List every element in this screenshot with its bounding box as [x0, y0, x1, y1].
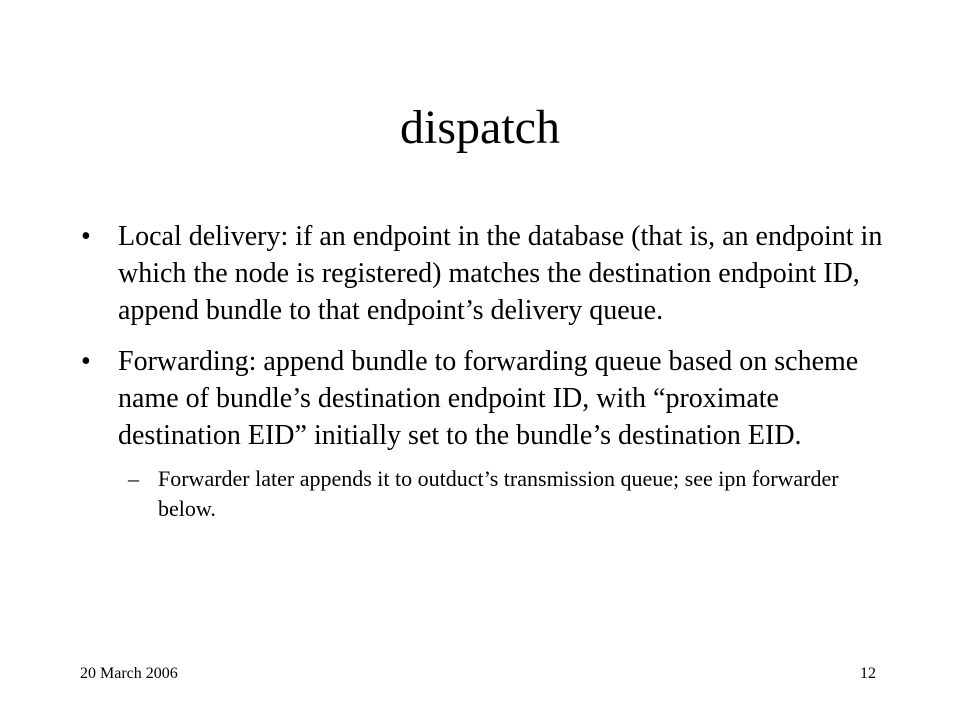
sub-bullet-marker: –: [128, 466, 139, 491]
sub-bullet-container: [0, 464, 960, 524]
slide-title: dispatch: [400, 101, 560, 154]
bullet-list: [0, 218, 960, 524]
bullet-forwarding: [0, 343, 960, 454]
bullet-marker: •: [81, 221, 91, 252]
bullet-marker: •: [81, 346, 91, 377]
footer-date: 20 March 2006: [80, 665, 178, 682]
bullet-local-delivery: [0, 218, 960, 329]
bullet-text: Local delivery: if an endpoint in the database (that is, an endpoint in which the node is registered) matches the destination endpoint ID, append bundle to that endpoint’s delivery queue.: [118, 221, 883, 326]
bullet-text: Forwarding: append bundle to forwarding queue based on scheme name of bundle’s destination endpoint ID, with “proximate destination EID” initially set to the bundle’s destination EID.: [118, 346, 859, 451]
footer-page-number: 12: [860, 665, 876, 682]
sub-bullet-text: Forwarder later appends it to outduct’s transmission queue; see ipn forwarder below.: [158, 466, 839, 521]
sub-bullet-list: [0, 464, 960, 524]
sub-bullet-forwarder: [0, 464, 960, 524]
